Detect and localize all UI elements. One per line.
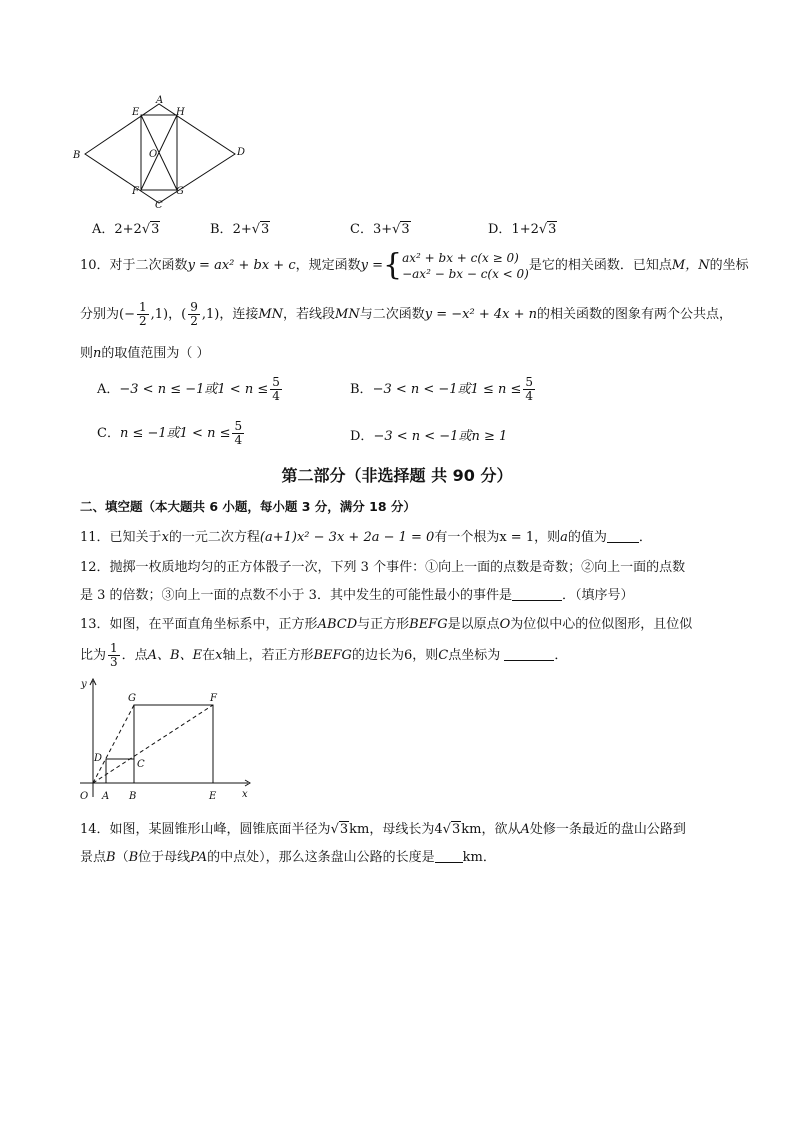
part2-title: 第二部分（非选择题 共 90 分） bbox=[281, 466, 513, 485]
q13-label-a: A bbox=[102, 791, 110, 802]
q14-line1: 14．如图，某圆锥形山峰，圆锥底面半径为√3km，母线长为4√3km，欲从A处修一条最近的盘山公路到 bbox=[80, 822, 686, 837]
q10-line3: 则n的取值范围为（ ） bbox=[80, 346, 210, 361]
q11-answer-blank[interactable] bbox=[607, 530, 639, 543]
q10-option-d: D．−3 < n < −1或n ≥ 1 bbox=[350, 429, 508, 444]
q13-label-x: x bbox=[242, 789, 248, 800]
dashed-of bbox=[93, 705, 213, 783]
q11: 11．已知关于x的一元二次方程(a+1)x² − 3x + 2a − 1 = 0有一个根为x = 1，则a的值为 ． bbox=[80, 530, 652, 545]
q9-label-c: C bbox=[155, 200, 163, 210]
q10-option-a: A．−3 < n ≤ −1或1 < n ≤ $\frac{5}{4}$ bbox=[97, 375, 280, 403]
q9-label-h: H bbox=[176, 107, 185, 118]
q9-option-c: C．3+√3 bbox=[350, 222, 410, 237]
q9-label-d: D bbox=[237, 147, 246, 158]
q13-answer-blank[interactable] bbox=[504, 648, 554, 661]
section-title: 二、填空题（本大题共 6 小题，每小题 3 分，满分 18 分） bbox=[80, 499, 416, 514]
q10-option-b: B．−3 < n < −1或1 ≤ n ≤ $\frac{5}{4}$ bbox=[350, 375, 534, 403]
q13-figure bbox=[70, 675, 260, 805]
q12-answer-blank[interactable] bbox=[512, 588, 562, 601]
square-befg bbox=[134, 705, 213, 783]
q13-label-o: O bbox=[80, 791, 89, 802]
q10-option-c: C．n ≤ −1或1 < n ≤ $\frac{5}{4}$ bbox=[97, 419, 243, 447]
q13-label-d: D bbox=[94, 753, 103, 764]
q13-line2: 比为 $\frac{1}{3}$ ．点A、B、E在x轴上，若正方形BEFG的边长为6，则C点坐标为 ． bbox=[80, 641, 568, 669]
q9-option-d: D．1+2√3 bbox=[488, 222, 557, 237]
q13-line1: 13．如图，在平面直角坐标系中，正方形ABCD与正方形BEFG是以原点O为位似中心的位似图形，且位似 bbox=[80, 617, 693, 632]
q13-label-f: F bbox=[210, 693, 217, 704]
dashed-og bbox=[93, 705, 134, 783]
q9-figure bbox=[70, 95, 255, 210]
q13-label-e: E bbox=[209, 791, 217, 802]
q9-option-b: B．2+√3 bbox=[210, 222, 270, 237]
q13-label-g: G bbox=[128, 693, 136, 704]
q13-label-y: y bbox=[81, 679, 87, 690]
q14-line2: 景点B（B位于母线PA的中点处），那么这条盘山公路的长度是 km． bbox=[80, 850, 496, 865]
q9-label-e: E bbox=[132, 107, 140, 118]
q9-label-b: B bbox=[73, 150, 81, 161]
q9-label-f: F bbox=[132, 186, 139, 197]
q9-label-g: G bbox=[176, 186, 184, 197]
q9-option-a: A．2+2√3 bbox=[92, 222, 160, 237]
q9-label-o: O bbox=[149, 149, 158, 160]
q13-label-b: B bbox=[129, 791, 137, 802]
q12-line2: 是 3 的倍数；③向上一面的点数不小于 3．其中发生的可能性最小的事件是 ．（填序号） bbox=[80, 588, 634, 603]
q10-line2: 分别为(− $\frac{1}{2}$ ,1)，( $\frac{9}{2}$ ,1)，连接MN，若线段MN与二次函数y = −x² + 4x + n的相关函数的图象有两个公共点， bbox=[80, 300, 732, 328]
q13-label-c: C bbox=[137, 759, 145, 770]
q9-label-a: A bbox=[156, 95, 164, 106]
q10-line1: 10．对于二次函数y = ax² + bx + c，规定函数y ={ ax² + bx + c(x ≥ 0) −ax² − bx − c(x < 0) 是它的相关函数．已知点M，N的坐标 bbox=[80, 247, 749, 283]
q14-answer-blank[interactable] bbox=[435, 850, 463, 863]
q12-line1: 12．抛掷一枚质地均匀的正方体骰子一次，下列 3 个事件：①向上一面的点数是奇数；②向上一面的点数 bbox=[80, 560, 686, 575]
square-abcd bbox=[106, 759, 134, 783]
